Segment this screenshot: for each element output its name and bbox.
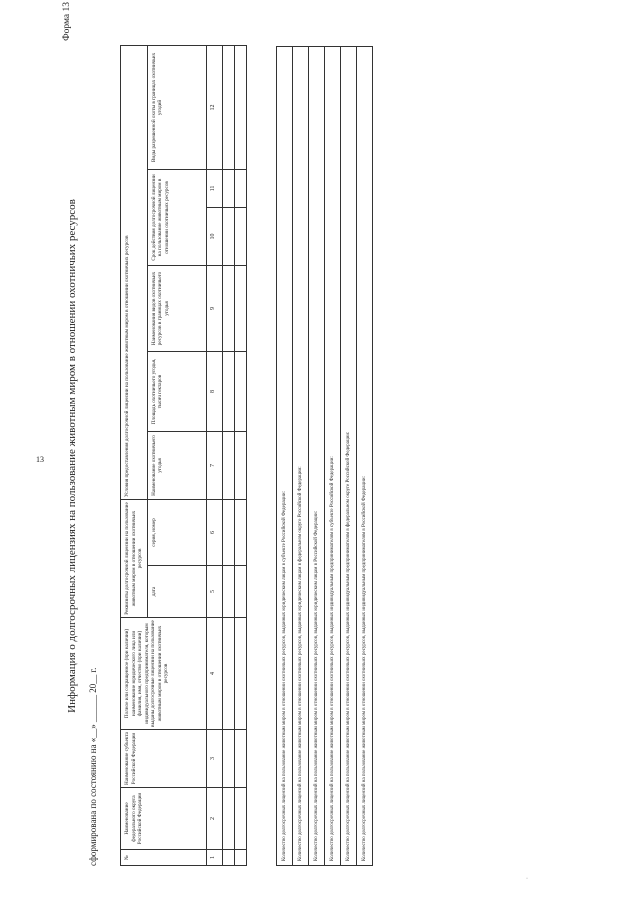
summary-text: Количество долгосрочных лицензий на пользование животным миром в отношении охотничьих ресурсов, выданных юридическим лицам в федеральном округе Российской Федерации: [293, 47, 309, 866]
header-license-requisites: Реквизиты долгосрочной лицензии на пользование животным миром в отношении охотничьих ресурсов [121, 499, 148, 617]
table-cell [234, 207, 246, 265]
rotated-document [62, 2, 380, 866]
document-title: Информация о долгосрочных лицензиях на пользование животным миром в отношении охотничьих ресурсов [66, 199, 78, 713]
table-cell [234, 265, 246, 351]
summary-row [309, 47, 325, 866]
header-hunt-types: Виды разрешенной охоты в границах охотничьих угодий [147, 45, 206, 169]
scan-speck: · [526, 876, 528, 882]
table-cell [234, 431, 246, 499]
table-cell [222, 45, 234, 169]
header-license-term: Срок действия долгосрочной лицензии на пользование животным миром в отношении охотничьих ресурсов [147, 169, 206, 265]
column-number: 4 [206, 618, 222, 730]
column-number: 10 [206, 207, 222, 265]
table-cell [234, 618, 246, 730]
summary-text: Количество долгосрочных лицензий на пользование животным миром в отношении охотничьих ресурсов, выданных индивидуальным предпринимателям в субъекте Российской Федерации: [325, 47, 341, 866]
column-number: 12 [206, 45, 222, 169]
summary-row [277, 47, 293, 866]
column-number: 2 [206, 788, 222, 850]
column-number: 7 [206, 431, 222, 499]
header-resource-types: Наименования видов охотничьих ресурсов в границах охотничьего угодья [147, 265, 206, 351]
column-number: 6 [206, 499, 222, 565]
summary-text: Количество долгосрочных лицензий на пользование животным миром в отношении охотничьих ресурсов, выданных юридическим лицам в субъекте Российской Федерации: [277, 47, 293, 866]
document-body [62, 2, 380, 866]
table-cell [222, 730, 234, 788]
page-number: 13 [36, 455, 44, 464]
table-cell [222, 207, 234, 265]
table-cell [234, 850, 246, 866]
summary-row [341, 47, 357, 866]
report-date-line: сформирована по состоянию на «__» ______ 20__ г. [88, 667, 98, 866]
form-label: Форма 13 [62, 2, 72, 41]
summary-text: Количество долгосрочных лицензий на пользование животным миром в отношении охотничьих ресурсов, выданных индивидуальным предпринимателям в федеральном округе Российской Федерации: [341, 47, 357, 866]
table-cell [234, 566, 246, 618]
table-cell [222, 618, 234, 730]
header-federal-district: Наименование федерального округа Российской Федерации [121, 788, 207, 850]
table-cell [234, 499, 246, 565]
table-cell [234, 169, 246, 207]
table-cell [222, 566, 234, 618]
column-number: 1 [206, 850, 222, 866]
column-number: 5 [206, 566, 222, 618]
table-cell [222, 265, 234, 351]
table-cell [222, 850, 234, 866]
table-cell [234, 45, 246, 169]
table-cell [222, 788, 234, 850]
header-row [121, 45, 148, 865]
header-licensee: Полное или сокращенное (при наличии) наименование юридического лица или фамилия, имя, отчество (при наличии) индивидуального предпринимателя, которым выданы долгосрочные лицензии на пользование животным миром в отношении охотничьих ресурсов [121, 618, 207, 730]
summary-row [325, 47, 341, 866]
summary-text: Количество долгосрочных лицензий на пользование животным миром в отношении охотничьих ресурсов, выданных индивидуальным предпринимателям в Российской Федерации: [357, 47, 373, 866]
header-series-number: серия, номер [147, 499, 206, 565]
summary-table [276, 46, 373, 866]
summary-row [357, 47, 373, 866]
column-number: 8 [206, 351, 222, 431]
licenses-table [120, 45, 247, 866]
table-cell [234, 788, 246, 850]
table-cell [234, 730, 246, 788]
table-cell [234, 351, 246, 431]
table-cell [222, 499, 234, 565]
table-cell [222, 169, 234, 207]
table-row [234, 45, 246, 865]
header-subject: Наименование субъекта Российской Федерации [121, 730, 207, 788]
header-hunting-ground-name: Наименование охотничьего угодья [147, 431, 206, 499]
summary-text: Количество долгосрочных лицензий на пользование животным миром в отношении охотничьих ресурсов, выданных юридическим лицам в Российской Федерации: [309, 47, 325, 866]
header-date: дата [147, 566, 206, 618]
table-cell [222, 351, 234, 431]
summary-row [293, 47, 309, 866]
table-row [222, 45, 234, 865]
header-hunting-ground-area: Площадь охотничьего угодья, тысяч гектаров [147, 351, 206, 431]
header-no: № [121, 850, 207, 866]
header-license-conditions: Условия предоставления долгосрочной лицензии на пользование животным миром в отношении охотничьих ресурсов [121, 45, 148, 499]
column-number: 9 [206, 265, 222, 351]
column-number: 11 [206, 169, 222, 207]
column-number: 3 [206, 730, 222, 788]
table-cell [222, 431, 234, 499]
column-number-row [206, 45, 222, 865]
